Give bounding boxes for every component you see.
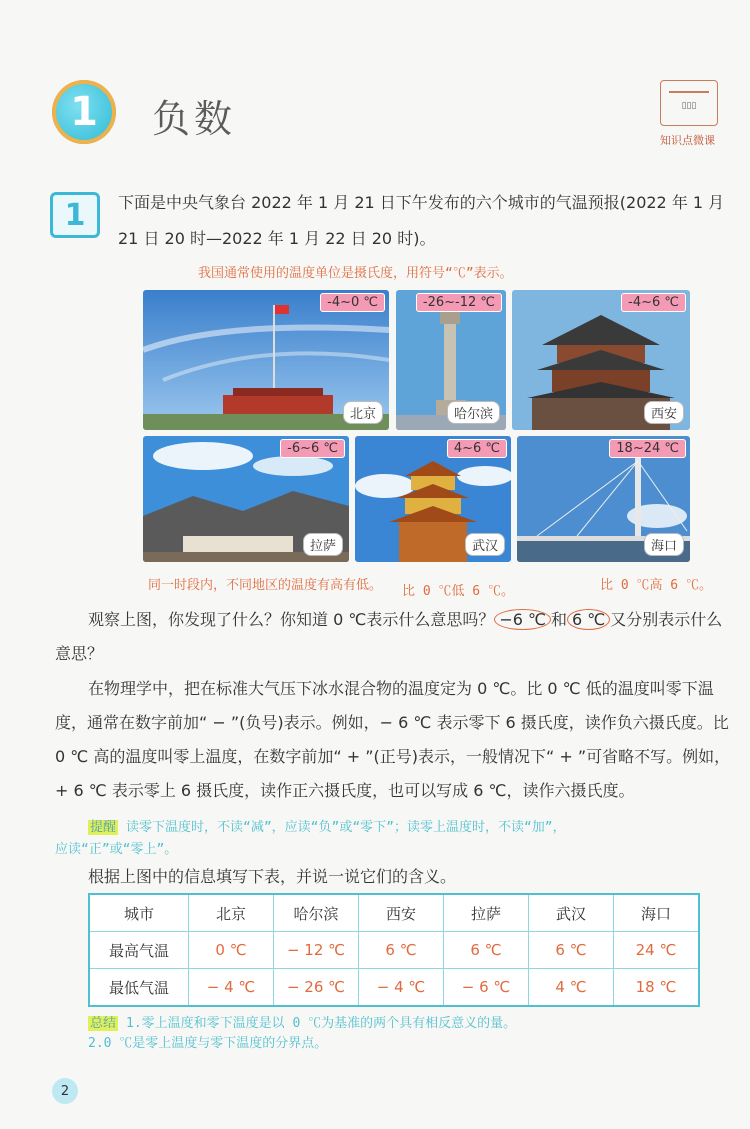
and-text: 和	[550, 610, 567, 629]
table-header: 拉萨	[444, 894, 529, 932]
table-cell: − 4 ℃	[359, 969, 444, 1007]
photo-haikou	[517, 436, 690, 562]
paragraph-line2: 度，通常在数字前加“ − ”(负号)表示。例如，− 6 ℃ 表示零下 6 摄氏度，读作负六摄氏度。比	[55, 713, 729, 732]
temp-tag: -4~6 ℃	[621, 293, 686, 312]
city-tag: 海口	[644, 533, 684, 556]
micro-lesson-icon[interactable]: ▯▯▯	[660, 80, 718, 126]
table-row	[89, 969, 699, 1007]
table-row	[89, 932, 699, 969]
city-tag: 哈尔滨	[447, 401, 500, 424]
summary-line1	[88, 1012, 516, 1031]
example-text-line2: 21 日 20 时—2022 年 1 月 22 日 20 时)。	[118, 229, 436, 248]
tip-line2: 应读“正”或“零上”。	[55, 842, 178, 857]
unit-note: 我国通常使用的温度单位是摄氏度，用符号“℃”表示。	[198, 266, 513, 281]
table-header: 北京	[189, 894, 274, 932]
table-header: 哈尔滨	[274, 894, 359, 932]
tip-label: 提醒	[90, 820, 117, 835]
table-cell: − 12 ℃	[274, 932, 359, 969]
city-tag: 西安	[644, 401, 684, 424]
table-intro: 根据上图中的信息填写下表，并说一说它们的含义。	[88, 867, 457, 886]
city-tag: 武汉	[465, 533, 505, 556]
paragraph-line3: 0 ℃ 高的温度叫零上温度，在数字前加“ + ”(正号)表示，一般情况下“ + ”可省略不写。例如，	[55, 747, 731, 766]
table-header: 武汉	[529, 894, 614, 932]
question-line2: 意思？	[55, 644, 104, 663]
tip-line1	[88, 816, 566, 835]
chapter-title: 负数	[152, 97, 237, 141]
temperature-table	[88, 893, 700, 1007]
photo-lhasa	[143, 436, 349, 562]
summary-line2: 2.0 ℃是零上温度与零下温度的分界点。	[88, 1036, 328, 1051]
table-cell: − 6 ℃	[444, 969, 529, 1007]
table-cell: − 4 ℃	[189, 969, 274, 1007]
table-cell: 24 ℃	[614, 932, 700, 969]
row-label: 最高气温	[89, 932, 189, 969]
page-number: 2	[52, 1078, 78, 1104]
table-cell: 6 ℃	[529, 932, 614, 969]
summary-text-1: 1.零上温度和零下温度是以 0 ℃为基准的两个具有相反意义的量。	[126, 1016, 517, 1031]
table-header-row	[89, 894, 699, 932]
temp-tag: -4~0 ℃	[320, 293, 385, 312]
paragraph-line4: + 6 ℃ 表示零上 6 摄氏度，读作正六摄氏度，也可以写成 6 ℃，读作六摄氏度。	[55, 781, 635, 800]
table-cell: 0 ℃	[189, 932, 274, 969]
temp-tag: 18~24 ℃	[609, 439, 686, 458]
pos6-circled: 6 ℃	[567, 609, 610, 630]
question-text-b: 又分别表示什么	[610, 610, 723, 629]
neg6-circled: −6 ℃	[494, 609, 551, 630]
table-cell: 6 ℃	[444, 932, 529, 969]
table-cell: − 26 ℃	[274, 969, 359, 1007]
table-cell: 4 ℃	[529, 969, 614, 1007]
tip-text-1: 读零下温度时，不读“减”，应读“负”或“零下”；读零上温度时，不读“加”，	[126, 820, 566, 835]
chapter-number-badge	[52, 80, 116, 144]
table-cell: 18 ℃	[614, 969, 700, 1007]
table-cell: 6 ℃	[359, 932, 444, 969]
city-tag: 北京	[343, 401, 383, 424]
question-line1	[88, 603, 722, 637]
city-tag: 拉萨	[303, 533, 343, 556]
photo-harbin	[396, 290, 506, 430]
above-zero-note: 比 0 ℃高 6 ℃。	[600, 578, 712, 593]
table-header: 西安	[359, 894, 444, 932]
summary-label: 总结	[90, 1016, 117, 1031]
photo-xian	[512, 290, 690, 430]
temp-tag: -6~6 ℃	[280, 439, 345, 458]
example-number: 1	[64, 197, 86, 233]
table-header: 海口	[614, 894, 700, 932]
example-text-line1: 下面是中央气象台 2022 年 1 月 21 日下午发布的六个城市的气温预报(2022 年 1 月	[118, 193, 725, 212]
chapter-number: 1	[70, 89, 98, 135]
photo-wuhan	[355, 436, 511, 562]
below-zero-note: 比 0 ℃低 6 ℃。	[402, 584, 514, 599]
micro-lesson-label[interactable]: 知识点微课	[660, 134, 715, 147]
table-header: 城市	[89, 894, 189, 932]
row-label: 最低气温	[89, 969, 189, 1007]
temp-tag: -26~-12 ℃	[416, 293, 502, 312]
same-time-note: 同一时段内，不同地区的温度有高有低。	[148, 578, 383, 593]
temp-tag: 4~6 ℃	[447, 439, 507, 458]
photo-beijing	[143, 290, 389, 430]
example-number-badge	[50, 192, 100, 238]
paragraph-line1: 在物理学中，把在标准大气压下冰水混合物的温度定为 0 ℃。比 0 ℃ 低的温度叫零下温	[88, 679, 714, 698]
question-text-a: 观察上图，你发现了什么？你知道 0 ℃表示什么意思吗？	[88, 610, 495, 629]
